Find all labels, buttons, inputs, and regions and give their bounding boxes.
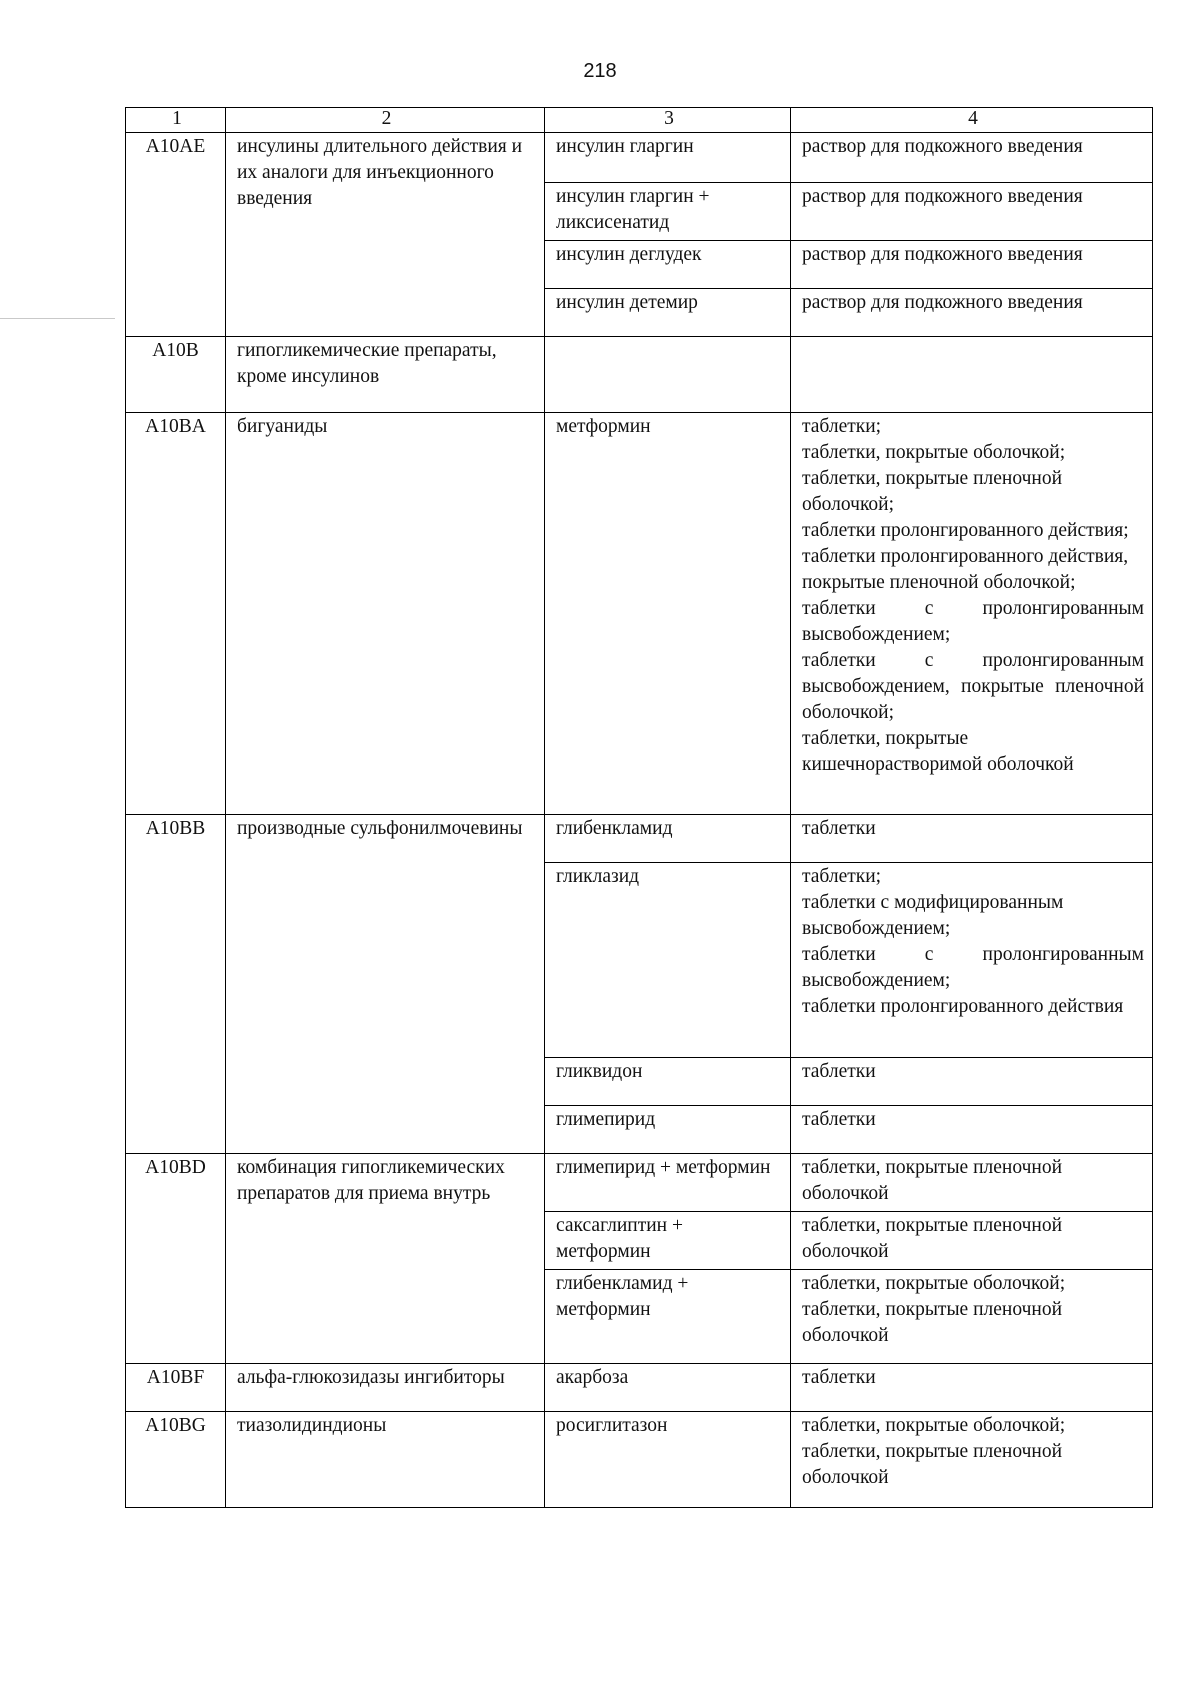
dosage-form-line: раствор для подкожного введения [802, 136, 1083, 157]
dosage-form-line: раствор для подкожного введения [802, 292, 1083, 313]
page-number: 218 [583, 60, 617, 82]
drug-name-cell: инсулин деглудек [545, 241, 791, 289]
group-name-cell: производные сульфонилмочевины [226, 815, 545, 1154]
dosage-form-line: таблетки, покрытые оболочкой; [802, 1415, 1066, 1436]
dosage-form-cell [791, 133, 1153, 183]
table-row [126, 133, 1153, 183]
dosage-form-line: таблетки с пролонгированным высвобождением, покрытые пленочной оболочкой; [802, 650, 1144, 723]
drug-name-cell: глимепирид + метформин [545, 1154, 791, 1212]
atc-code-cell: A10BF [126, 1364, 226, 1412]
dosage-form-line: таблетки пролонгированного действия, покрытые пленочной оболочкой; [802, 546, 1129, 593]
drug-name-cell: инсулин гларгин [545, 133, 791, 183]
dosage-form-cell [791, 1364, 1153, 1412]
atc-code-cell: A10BA [126, 413, 226, 815]
dosage-form-line: таблетки, покрытые пленочной оболочкой [802, 1215, 1063, 1262]
drug-name-cell: гликлазид [545, 863, 791, 1058]
group-name-cell: тиазолидиндионы [226, 1412, 545, 1508]
table-row [126, 815, 1153, 863]
dosage-form-line: таблетки с пролонгированным высвобождением; [802, 598, 1144, 645]
drug-name-cell [545, 337, 791, 413]
dosage-form-line: таблетки; [802, 866, 882, 887]
table-row [126, 1154, 1153, 1212]
drug-name-cell: инсулин детемир [545, 289, 791, 337]
dosage-form-line: таблетки, покрытые пленочной оболочкой [802, 1299, 1063, 1346]
table-row [126, 1364, 1153, 1412]
drug-name-cell: инсулин гларгин + ликсисенатид [545, 183, 791, 241]
drug-name-cell: глибенкламид + метформин [545, 1270, 791, 1364]
dosage-form-cell [791, 1270, 1153, 1364]
dosage-form-line: таблетки пролонгированного действия [802, 996, 1124, 1017]
dosage-form-line: таблетки, покрытые пленочной оболочкой [802, 1441, 1063, 1488]
table-row [126, 413, 1153, 815]
drug-table-body [126, 108, 1153, 1508]
dosage-form-line: таблетки, покрытые кишечнорастворимой оболочкой [802, 728, 1074, 775]
table-row [126, 1412, 1153, 1508]
dosage-form-line: таблетки пролонгированного действия; [802, 520, 1129, 541]
dosage-form-line: таблетки [802, 818, 876, 839]
drug-name-cell: росиглитазон [545, 1412, 791, 1508]
drug-name-cell: глимепирид [545, 1106, 791, 1154]
dosage-form-cell [791, 183, 1153, 241]
group-name-cell: инсулины длительного действия и их аналоги для инъекционного введения [226, 133, 545, 337]
dosage-form-line: таблетки [802, 1061, 876, 1082]
group-name-cell: бигуаниды [226, 413, 545, 815]
dosage-form-cell [791, 337, 1153, 413]
dosage-form-line: таблетки, покрытые пленочной оболочкой; [802, 468, 1063, 515]
dosage-form-line: таблетки, покрытые оболочкой; [802, 1273, 1066, 1294]
dosage-form-line: таблетки [802, 1367, 876, 1388]
group-name-cell: комбинация гипогликемических препаратов для приема внутрь [226, 1154, 545, 1364]
atc-code-cell: A10AE [126, 133, 226, 337]
dosage-form-line: таблетки с пролонгированным высвобождением; [802, 944, 1144, 991]
dosage-form-cell [791, 1154, 1153, 1212]
atc-code-cell: A10B [126, 337, 226, 413]
drug-name-cell: метформин [545, 413, 791, 815]
header-cell-4: 4 [791, 108, 1153, 133]
group-name-cell: альфа-глюкозидазы ингибиторы [226, 1364, 545, 1412]
header-cell-3: 3 [545, 108, 791, 133]
drug-name-cell: акарбоза [545, 1364, 791, 1412]
dosage-form-cell [791, 863, 1153, 1058]
dosage-form-line: таблетки, покрытые пленочной оболочкой [802, 1157, 1063, 1204]
dosage-form-cell [791, 815, 1153, 863]
drug-name-cell: гликвидон [545, 1058, 791, 1106]
dosage-form-line: таблетки с модифицированным высвобождением; [802, 892, 1064, 939]
dosage-form-cell [791, 1212, 1153, 1270]
header-cell-1: 1 [126, 108, 226, 133]
dosage-form-cell [791, 1058, 1153, 1106]
drug-table [125, 107, 1153, 1508]
scan-fold-line [0, 318, 115, 319]
dosage-form-cell [791, 413, 1153, 815]
drug-name-cell: саксаглиптин + метформин [545, 1212, 791, 1270]
table-row [126, 337, 1153, 413]
dosage-form-cell [791, 289, 1153, 337]
dosage-form-line: таблетки [802, 1109, 876, 1130]
atc-code-cell: A10BD [126, 1154, 226, 1364]
dosage-form-cell [791, 1106, 1153, 1154]
atc-code-cell: A10BG [126, 1412, 226, 1508]
dosage-form-line: раствор для подкожного введения [802, 186, 1083, 207]
header-row [126, 108, 1153, 133]
dosage-form-cell [791, 241, 1153, 289]
header-cell-2: 2 [226, 108, 545, 133]
group-name-cell: гипогликемические препараты, кроме инсулинов [226, 337, 545, 413]
drug-name-cell: глибенкламид [545, 815, 791, 863]
dosage-form-line: таблетки; [802, 416, 882, 437]
dosage-form-line: таблетки, покрытые оболочкой; [802, 442, 1066, 463]
dosage-form-cell [791, 1412, 1153, 1508]
dosage-form-line: раствор для подкожного введения [802, 244, 1083, 265]
atc-code-cell: A10BB [126, 815, 226, 1154]
